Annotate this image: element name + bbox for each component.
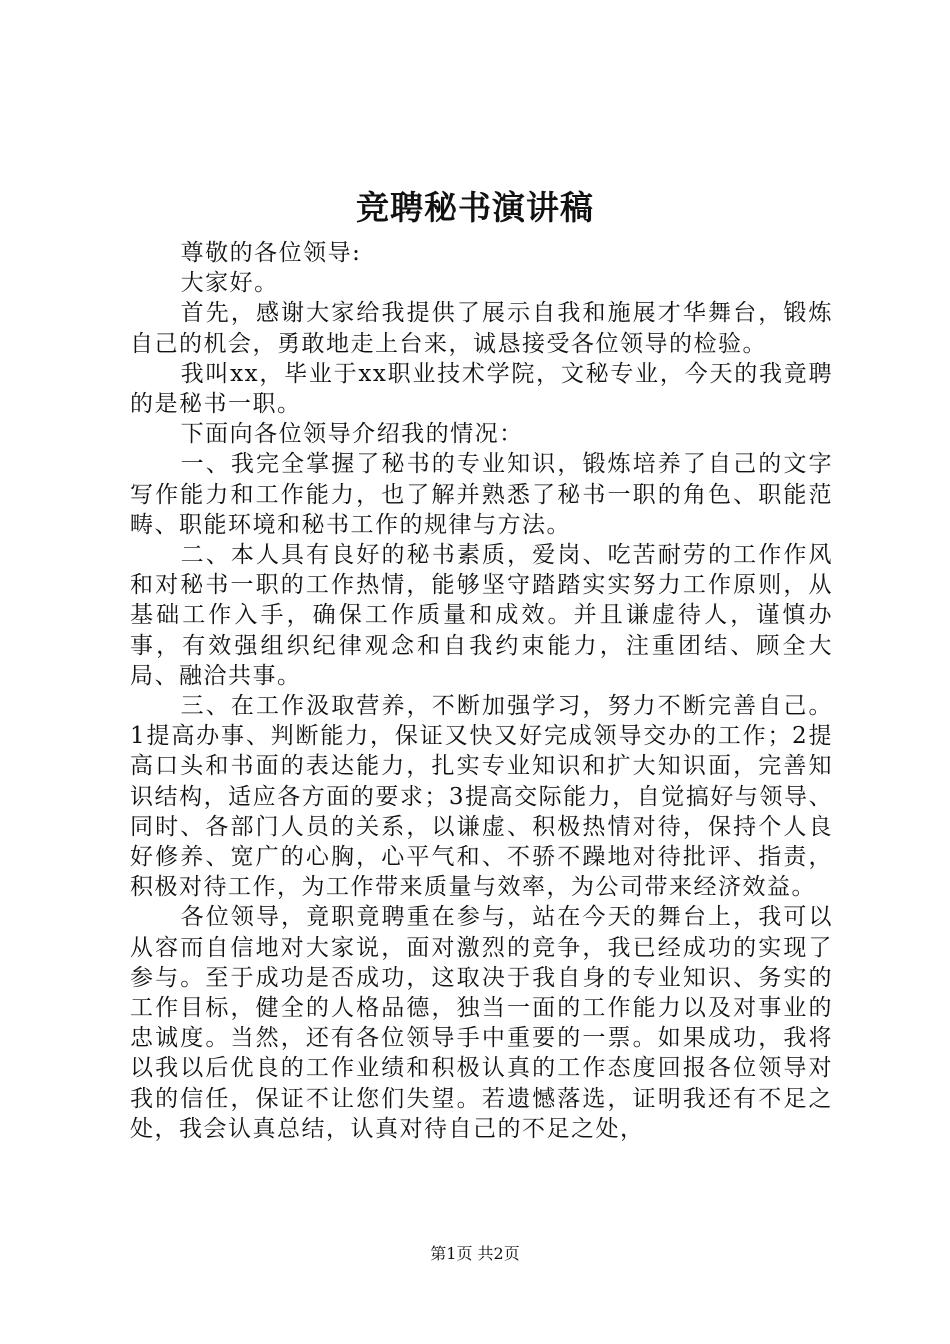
page-number-footer: 第1页 共2页 (430, 1244, 520, 1263)
document-body (130, 238, 833, 1144)
paragraph-closing: 各位领导，竟职竟聘重在参与，站在今天的舞台上，我可以从容而自信地对大家说，面对激烈的竞争，我已经成功的实现了参与。至于成功是否成功，这取决于我自身的专业知识、务实的工作目标，健全的人格品德，独当一面的工作能力以及对事业的忠诚度。当然，还有各位领导手中重要的一票。如果成功，我将以我以后优良的工作业绩和积极认真的工作态度回报各位领导对我的信任，保证不让您们失望。若遗憾落选，证明我还有不足之处，我会认真总结，认真对待自己的不足之处， (130, 904, 833, 1142)
paragraph-greeting: 大家好。 (180, 270, 279, 297)
paragraph-thanks: 首先，感谢大家给我提供了展示自我和施展才华舞台，锻炼自己的机会，勇敢地走上台来，诚恳接受各位领导的检验。 (130, 300, 833, 357)
paragraph-point-one: 一、我完全掌握了秘书的专业知识，锻炼培养了自己的文字写作能力和工作能力，也了解并熟悉了秘书一职的角色、职能范畴、职能环境和秘书工作的规律与方法。 (130, 451, 833, 538)
paragraph-point-three: 三、在工作汲取营养，不断加强学习，努力不断完善自己。1提高办事、判断能力，保证又快又好完成领导交办的工作；2提高口头和书面的表达能力，扎实专业知识和扩大知识面，完善知识结构，适应各方面的要求；3提高交际能力，自觉搞好与领导、同时、各部门人员的关系，以谦虚、积极热情对待，保持个人良好修养、宽广的心胸，心平气和、不骄不躁地对待批评、指责，积极对待工作，为工作带来质量与效率，为公司带来经济效益。 (130, 693, 833, 901)
paragraph-point-two: 二、本人具有良好的秘书素质，爱岗、吃苦耐劳的工作作风和对秘书一职的工作热情，能够坚守踏踏实实努力工作原则，从基础工作入手，确保工作质量和成效。并且谦虚待人，谨慎办事，有效强组织纪律观念和自我约束能力，注重团结、顾全大局、融洽共事。 (130, 542, 833, 689)
paragraph-introduction: 我叫xx，毕业于xx职业技术学院，文秘专业，今天的我竟聘的是秘书一职。 (130, 360, 833, 418)
document-title: 竞聘秘书演讲稿 (356, 188, 594, 227)
paragraph-overview: 下面向各位领导介绍我的情况： (180, 421, 524, 448)
paragraph-salutation: 尊敬的各位领导: (180, 240, 362, 266)
